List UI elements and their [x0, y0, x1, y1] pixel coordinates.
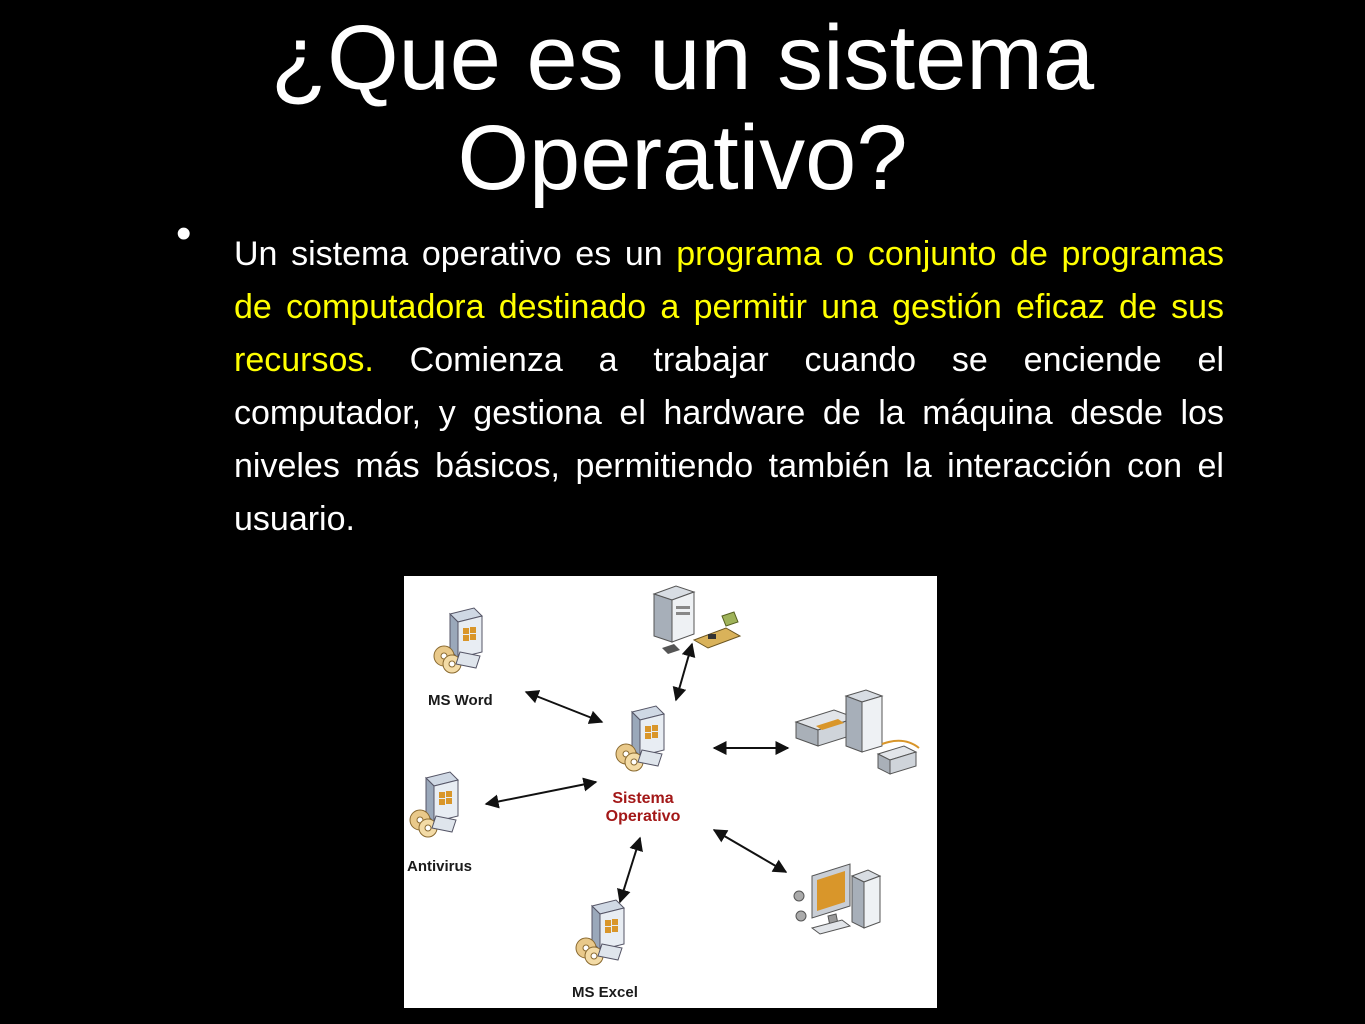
software-box-icon-center	[616, 706, 664, 771]
paragraph-lead: Un sistema operativo es un	[234, 235, 677, 273]
center-label-line-1: Sistema	[612, 790, 674, 807]
center-label-line-2: Operativo	[605, 808, 681, 825]
title-line-2: Operativo?	[457, 107, 908, 209]
bullet-marker: •	[176, 209, 192, 258]
node-label-antivirus: Antivirus	[407, 858, 473, 875]
arrow-excel-os	[620, 838, 640, 902]
computer-hardware-icon	[654, 586, 740, 654]
definition-paragraph	[234, 228, 1224, 546]
node-label-excel: MS Excel	[572, 984, 638, 1001]
title-line-1: ¿Que es un sistema	[270, 7, 1095, 109]
arrow-hardware-os	[676, 644, 692, 700]
os-diagram	[404, 576, 937, 1008]
center-label	[592, 790, 694, 826]
paragraph-rest: Comienza a trabajar cuando se enciende el computador, y gestiona el hardware de la máquina desde los niveles más básicos, permitiendo también la interacción con el usuario.	[234, 341, 1224, 538]
paragraph-highlight: programa o conjunto de programas de computadora destinado a permitir una gestión eficaz de sus recursos.	[234, 235, 1224, 379]
node-label-word: MS Word	[428, 692, 493, 709]
arrow-antivirus-os	[486, 782, 596, 804]
software-box-icon-word	[434, 608, 482, 673]
software-box-icon-antivirus	[410, 772, 458, 837]
printer-scanner-icon	[796, 690, 919, 774]
arrow-monitor-os	[714, 830, 786, 872]
software-box-icon-excel	[576, 900, 624, 965]
monitor-pc-icon	[794, 864, 880, 934]
slide-title	[0, 8, 1365, 208]
arrow-word-os	[526, 692, 602, 722]
